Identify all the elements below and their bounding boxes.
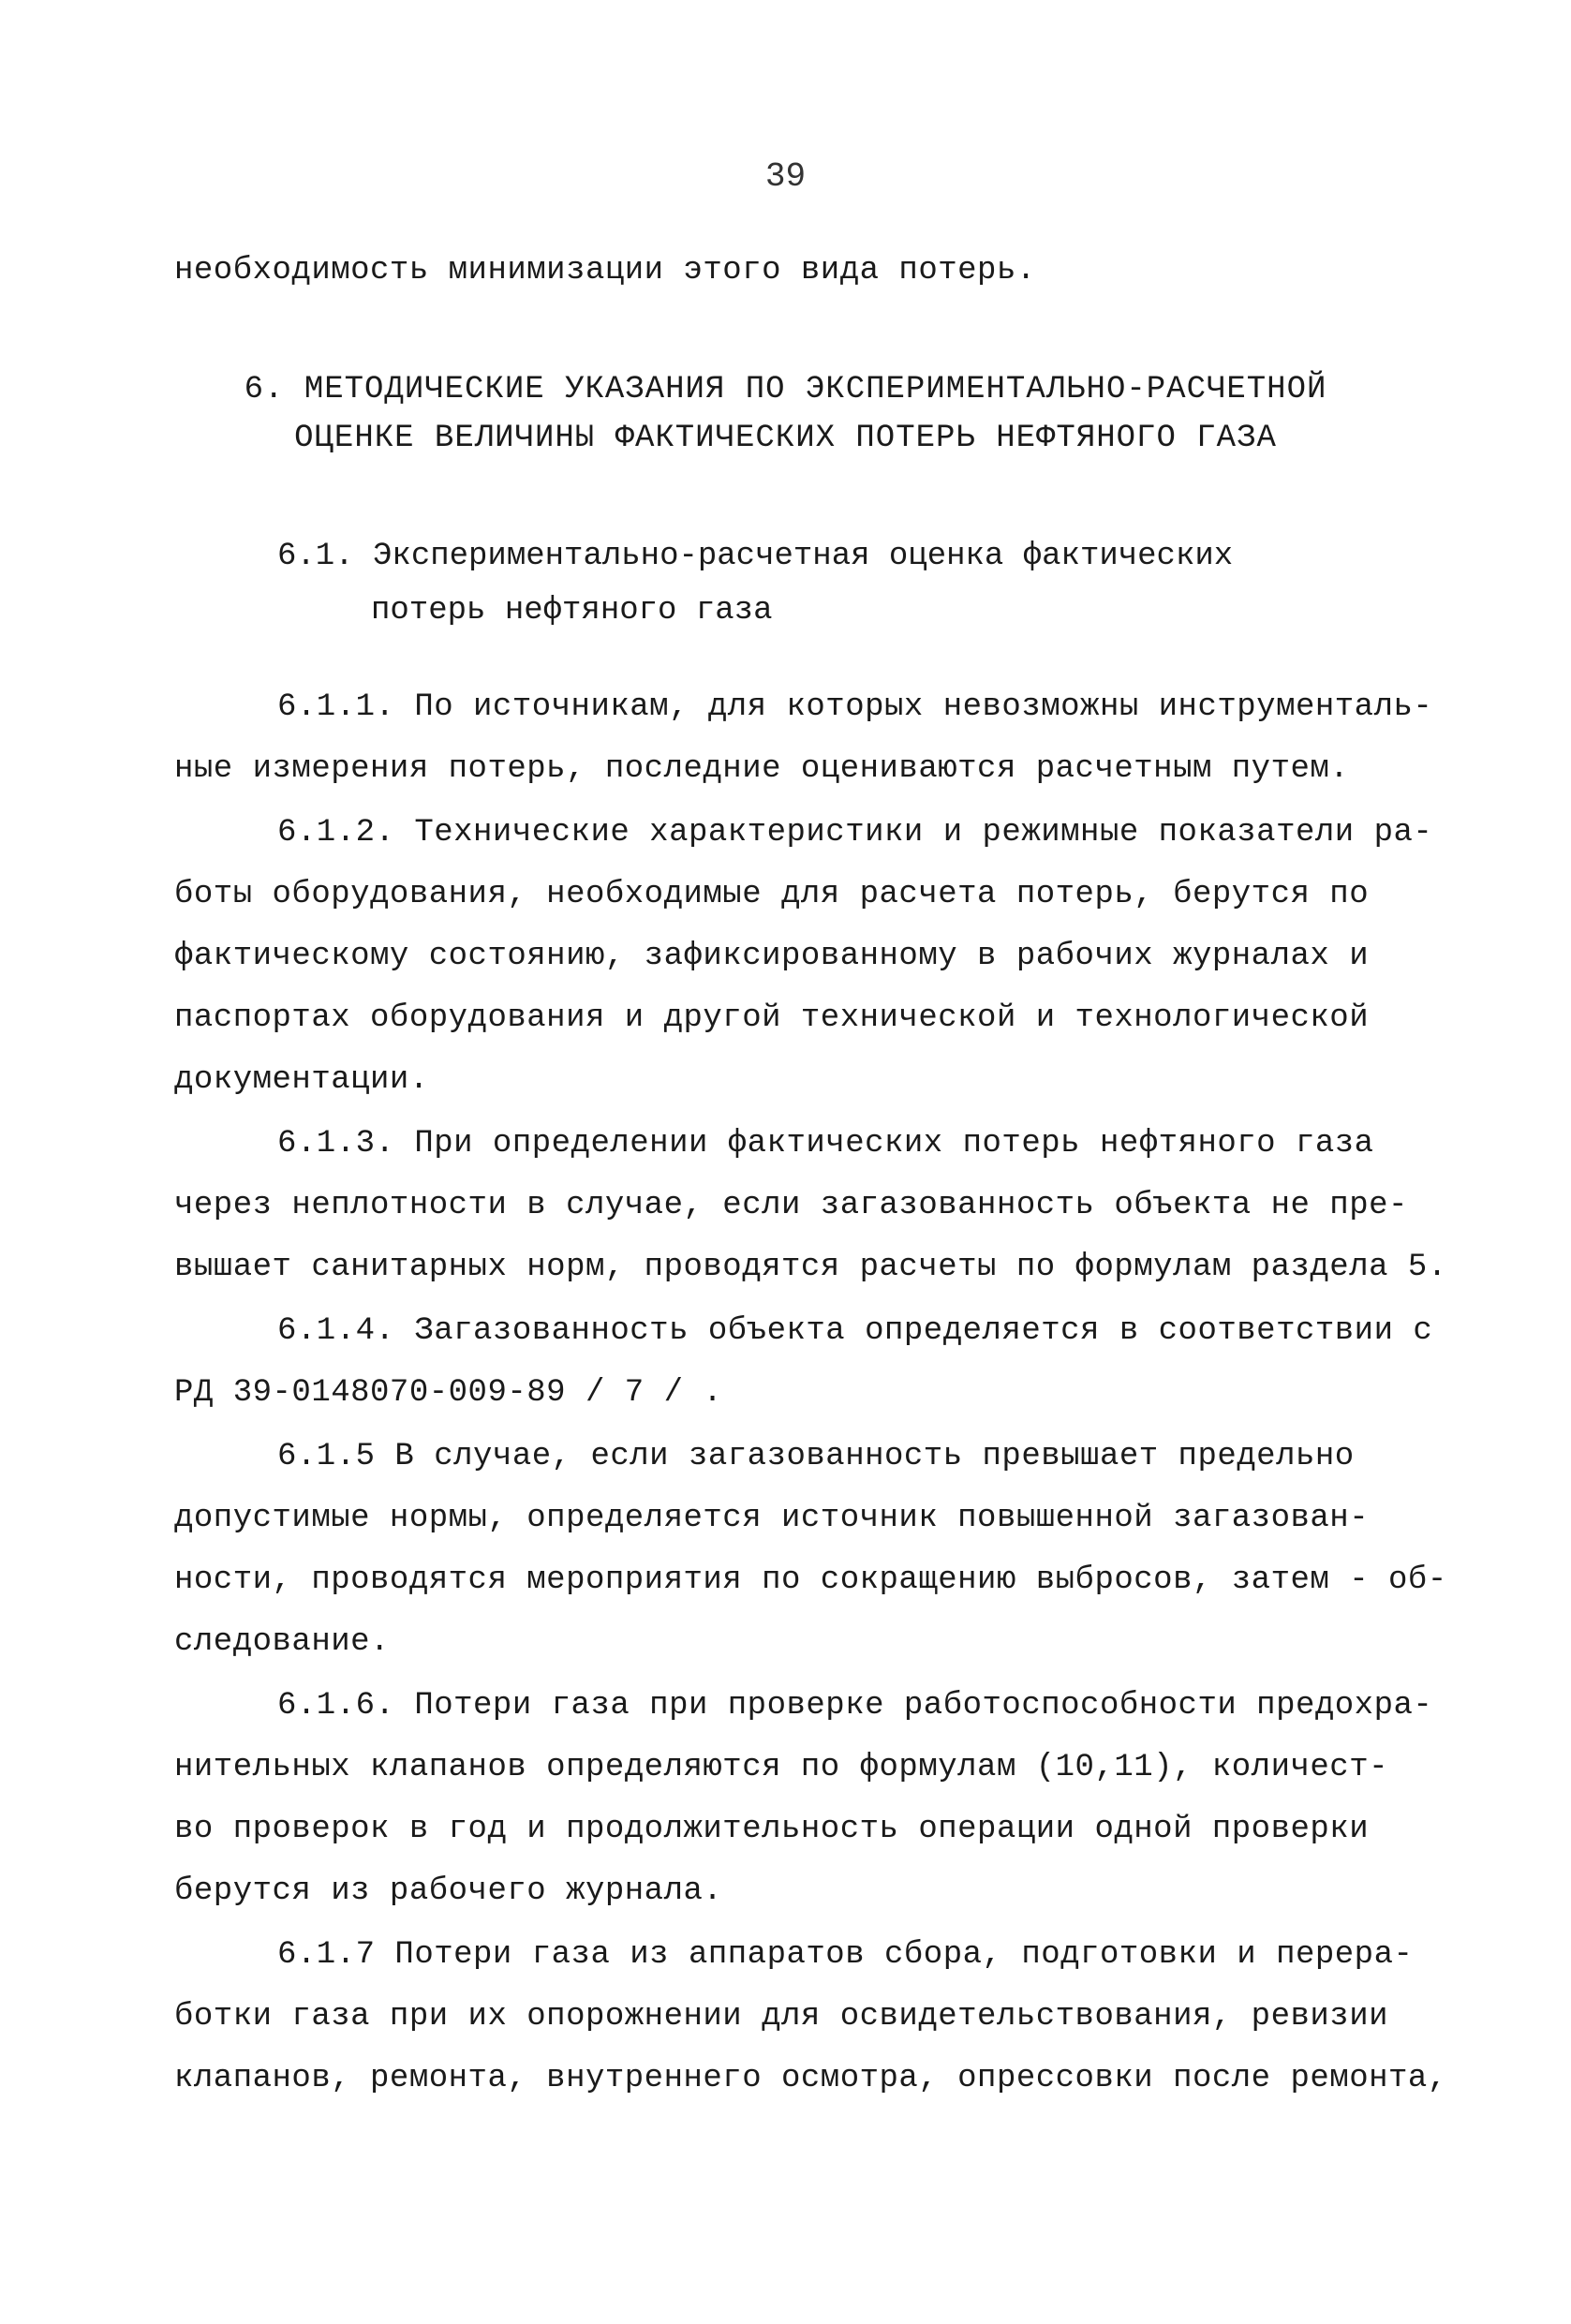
paragraph-6-1-6-line-1: 6.1.6. Потери газа при проверке работоспособности предохра- <box>277 1688 1433 1724</box>
paragraph-6-1-6-line-2: нительных клапанов определяются по формулам (10,11), количест- <box>174 1750 1389 1785</box>
paragraph-6-1-7-line-3: клапанов, ремонта, внутреннего осмотра, опрессовки после ремонта, <box>174 2061 1447 2096</box>
paragraph-6-1-4-line-1: 6.1.4. Загазованность объекта определяется в соответствии с <box>277 1313 1433 1349</box>
paragraph-6-1-6-line-3: во проверок в год и продолжительность операции одной проверки <box>174 1812 1370 1847</box>
page-number: 39 <box>764 157 807 196</box>
paragraph-6-1-2-line-1: 6.1.2. Технические характеристики и режимные показатели ра- <box>277 815 1433 851</box>
paragraph-6-1-5-line-4: следование. <box>174 1624 390 1660</box>
paragraph-6-1-3-line-3: вышает санитарных норм, проводятся расчеты по формулам раздела 5. <box>174 1250 1447 1285</box>
paragraph-6-1-5-line-1: 6.1.5 В случае, если загазованность превышает предельно <box>277 1439 1355 1474</box>
intro-line: необходимость минимизации этого вида потерь. <box>174 253 1036 289</box>
paragraph-6-1-3-line-2: через неплотности в случае, если загазованность объекта не пре- <box>174 1188 1408 1223</box>
section-heading-line-2: ОЦЕНКЕ ВЕЛИЧИНЫ ФАКТИЧЕСКИХ ПОТЕРЬ НЕФТЯНОГО ГАЗА <box>294 421 1277 456</box>
subsection-heading-line-2: потерь нефтяного газа <box>371 593 773 629</box>
paragraph-6-1-2-line-3: фактическому состоянию, зафиксированному в рабочих журналах и <box>174 939 1370 974</box>
paragraph-6-1-2-line-2: боты оборудования, необходимые для расчета потерь, берутся по <box>174 877 1370 912</box>
paragraph-6-1-6-line-4: берутся из рабочего журнала. <box>174 1873 723 1909</box>
paragraph-6-1-5-line-2: допустимые нормы, определяется источник повышенной загазован- <box>174 1501 1370 1536</box>
paragraph-6-1-3-line-1: 6.1.3. При определении фактических потерь нефтяного газа <box>277 1126 1374 1162</box>
paragraph-6-1-1-line-2: ные измерения потерь, последние оцениваются расчетным путем. <box>174 751 1350 787</box>
paragraph-6-1-2-line-5: документации. <box>174 1062 429 1098</box>
paragraph-6-1-7-line-1: 6.1.7 Потери газа из аппаратов сбора, подготовки и перера- <box>277 1937 1414 1973</box>
paragraph-6-1-4-line-2: РД 39-0148070-009-89 / 7 / . <box>174 1375 723 1411</box>
paragraph-6-1-7-line-2: ботки газа при их опорожнении для освидетельствования, ревизии <box>174 1999 1389 2035</box>
subsection-heading-line-1: 6.1. Экспериментально-расчетная оценка фактических <box>277 539 1234 574</box>
paragraph-6-1-5-line-3: ности, проводятся мероприятия по сокращению выбросов, затем - об- <box>174 1562 1447 1598</box>
paragraph-6-1-1-line-1: 6.1.1. По источникам, для которых невозможны инструменталь- <box>277 689 1433 725</box>
section-heading-line-1: 6. МЕТОДИЧЕСКИЕ УКАЗАНИЯ ПО ЭКСПЕРИМЕНТАЛЬНО-РАСЧЕТНОЙ <box>244 372 1327 407</box>
paragraph-6-1-2-line-4: паспортах оборудования и другой технической и технологической <box>174 1000 1370 1036</box>
